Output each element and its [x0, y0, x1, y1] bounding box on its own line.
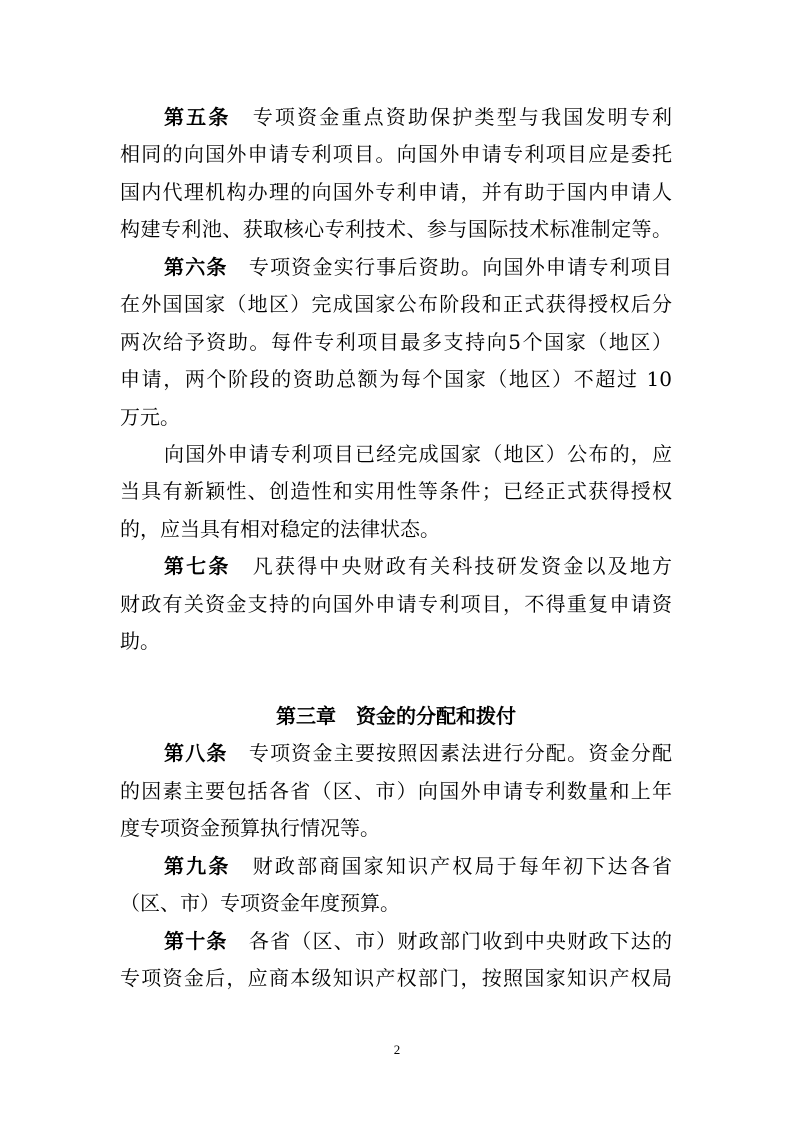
document-body	[120, 99, 672, 998]
article-8-line	[120, 735, 672, 772]
chapter-heading: 第三章 资金的分配和拨付	[276, 704, 516, 728]
paragraph-line: 的因素主要包括各省（区、市）向国外申请专利数量和上年	[120, 778, 672, 803]
article-6-line	[120, 249, 672, 286]
paragraph-line: 的，应当具有相对稳定的法律状态。	[120, 516, 440, 541]
paragraph-line: 在外国国家（地区）完成国家公布阶段和正式获得授权后分	[120, 292, 672, 317]
paragraph-line: 万元。	[120, 404, 180, 429]
paragraph-line: （区、市）专项资金年度预算。	[120, 891, 400, 916]
article-9-line	[120, 848, 672, 885]
article-10-line	[120, 923, 672, 960]
article-text: 财政部商国家知识产权局于每年初下达各省	[230, 853, 672, 878]
paragraph-line: 助。	[120, 629, 160, 654]
article-text: 专项资金主要按照因素法进行分配。资金分配	[227, 741, 672, 766]
article-number: 第八条	[164, 741, 228, 766]
paragraph-line: 财政有关资金支持的向国外申请专利项目，不得重复申请资	[120, 591, 672, 616]
paragraph-line: 相同的向国外申请专利项目。向国外申请专利项目应是委托	[120, 142, 672, 167]
article-number: 第五条	[164, 105, 231, 129]
article-number: 第九条	[164, 853, 231, 878]
article-text: 专项资金重点资助保护类型与我国发明专利	[230, 105, 672, 129]
page-number: 2	[393, 1042, 401, 1057]
article-number: 第六条	[164, 254, 228, 279]
paragraph-line: 两次给予资助。每件专利项目最多支持向5个国家（地区）	[120, 329, 672, 354]
paragraph-line: 度专项资金预算执行情况等。	[120, 816, 380, 841]
paragraph-line: 申请，两个阶段的资助总额为每个国家（地区）不超过 10	[120, 367, 672, 392]
article-text: 凡获得中央财政有关科技研发资金以及地方	[230, 554, 672, 579]
paragraph-line: 专项资金后，应商本级知识产权部门，按照国家知识产权局	[120, 966, 672, 991]
article-5-line	[120, 99, 672, 136]
paragraph-line: 国内代理机构办理的向国外专利申请，并有助于国内申请人	[120, 179, 672, 204]
article-number: 第七条	[164, 554, 231, 579]
blank-line	[120, 661, 672, 698]
article-7-line	[120, 548, 672, 585]
paragraph-line: 向国外申请专利项目已经完成国家（地区）公布的，应	[164, 441, 672, 466]
article-text: 专项资金实行事后资助。向国外申请专利项目	[227, 254, 672, 279]
paragraph-line: 构建专利池、获取核心专利技术、参与国际技术标准制定等。	[120, 217, 672, 242]
article-number: 第十条	[164, 928, 228, 953]
article-text: 各省（区、市）财政部门收到中央财政下达的	[227, 928, 672, 953]
paragraph-line: 当具有新颖性、创造性和实用性等条件；已经正式获得授权	[120, 479, 672, 504]
